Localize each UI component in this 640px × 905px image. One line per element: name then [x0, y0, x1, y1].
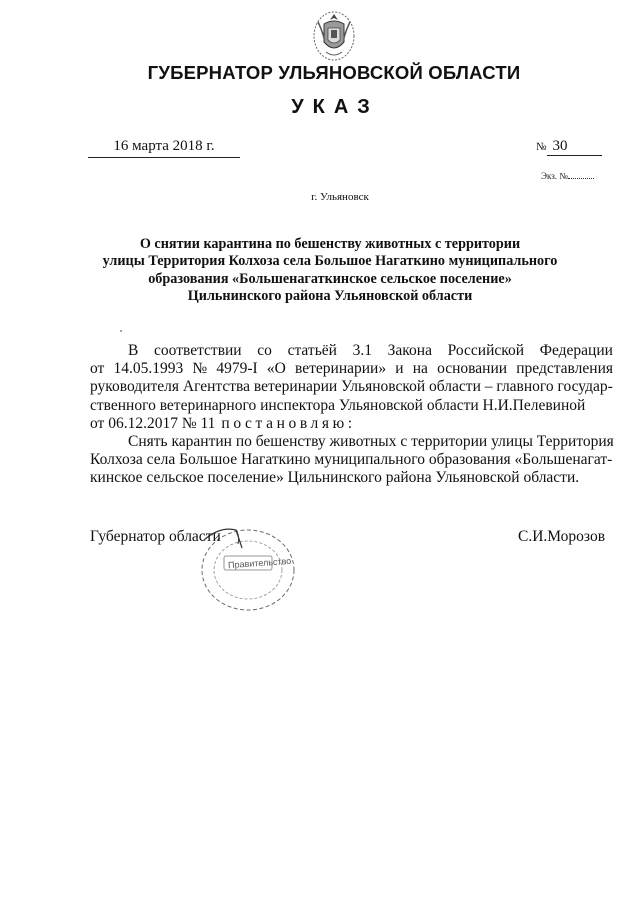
- word: и: [395, 360, 404, 378]
- title-line: Цильнинского района Ульяновской области: [187, 287, 473, 304]
- word: «О: [266, 360, 286, 378]
- body-line: [90, 360, 613, 378]
- title-line: улицы Территория Колхоза села Большое Нагаткино муниципального: [102, 253, 558, 270]
- resolution-word: постановляю:: [221, 414, 356, 432]
- title-line: образования «Большенагаткинское сельское поселение»: [148, 270, 512, 287]
- order-reference: от 06.12.2017 № 11: [90, 414, 216, 432]
- copy-blank: [568, 178, 594, 179]
- number-value: 30: [547, 138, 602, 156]
- word: Федерации: [539, 342, 613, 359]
- coat-of-arms-icon: [312, 8, 356, 62]
- word: В: [128, 342, 139, 359]
- body-line: кинское сельское поселение» Цильнинского района Ульяновской области.: [90, 469, 580, 487]
- body-line: Снять карантин по бешенству животных с территории улицы Территория: [128, 433, 614, 451]
- word: 4979-I: [216, 360, 258, 378]
- document-title: [90, 236, 570, 305]
- title-line: О снятии карантина по бешенству животных с территории: [139, 236, 521, 252]
- word: статьёй: [287, 342, 337, 359]
- number-sign: №: [536, 141, 547, 153]
- document-type: УКАЗ: [291, 96, 379, 118]
- document-body: [90, 342, 613, 488]
- body-line: [90, 342, 613, 360]
- body-line: [90, 415, 613, 433]
- word: от: [90, 360, 105, 378]
- body-line: Колхоза села Большое Нагаткино муниципального образования «Большенагат-: [90, 451, 613, 469]
- word: на: [412, 360, 428, 378]
- word: основании: [437, 360, 508, 378]
- word: Закона: [387, 342, 432, 359]
- document-date: 16 марта 2018 г.: [88, 138, 240, 158]
- word: 14.05.1993: [113, 360, 184, 378]
- document-number: [536, 138, 608, 156]
- signatory-name: С.И.Морозов: [518, 528, 606, 545]
- word: со: [257, 342, 272, 359]
- word: 3.1: [352, 342, 372, 359]
- body-line: ственного ветеринарного инспектора Ульяновской области Н.И.Пелевиной: [90, 396, 586, 414]
- stamp-text: Правительство: [227, 555, 292, 571]
- body-line: руководителя Агентства ветеринарии Ульяновской области – главного государ-: [90, 378, 613, 396]
- city: г. Ульяновск: [311, 191, 369, 203]
- copy-label: Экз. №: [541, 171, 568, 181]
- word: соответствии: [154, 342, 242, 359]
- word: ветеринарии»: [295, 360, 387, 378]
- word: Российской: [447, 342, 525, 359]
- word: представления: [516, 360, 613, 378]
- issuing-authority: ГУБЕРНАТОР УЛЬЯНОВСКОЙ ОБЛАСТИ: [147, 62, 521, 83]
- scan-speck: [120, 330, 122, 332]
- copy-number: [541, 171, 594, 181]
- signatory-title: Губернатор области: [90, 528, 221, 545]
- word: №: [192, 360, 208, 378]
